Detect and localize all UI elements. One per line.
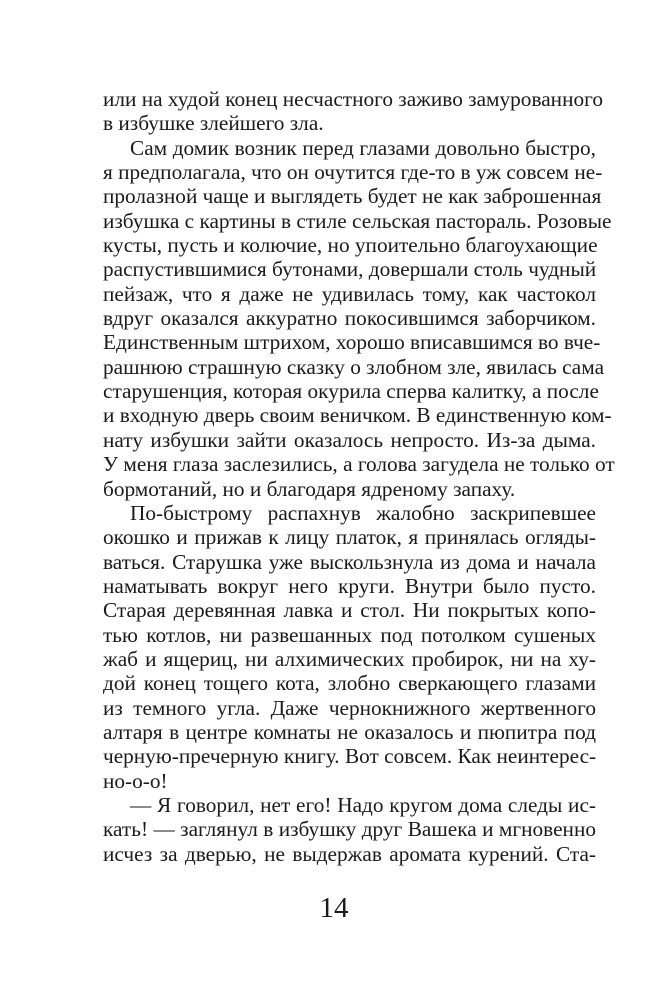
paragraph bbox=[103, 501, 596, 793]
text-line: в избушке злейшего зла. bbox=[103, 111, 324, 136]
text-line: бормотаний, но и благодаря ядреному запаху. bbox=[103, 476, 516, 501]
text-line: дой конец тощего кота, злобно сверкающего глазами bbox=[103, 671, 596, 696]
text-line: Единственным штрихом, хорошо вписавшимся во вче- bbox=[103, 330, 601, 355]
page-text bbox=[103, 87, 615, 866]
text-line: окошко и прижав к лицу платок, я принялась огляды- bbox=[103, 525, 596, 550]
text-line: наматывать вокруг него круги. Внутри было пусто. bbox=[103, 573, 596, 598]
page-number: 14 bbox=[319, 892, 349, 924]
text-line: Старая деревянная лавка и стол. Ни покрытых копо- bbox=[103, 598, 596, 623]
text-line: По-быстрому распахнув жалобно заскрипевшее bbox=[130, 500, 596, 525]
text-line: вдруг оказался аккуратно покосившимся заборчиком. bbox=[103, 306, 596, 331]
text-line: кать! — заглянул в избушку друг Вашека и мгновенно bbox=[103, 817, 596, 842]
text-line: — Я говорил, нет его! Надо кругом дома следы ис- bbox=[130, 792, 596, 817]
text-line: рашнюю страшную сказку о злобном зле, явилась сама bbox=[103, 354, 605, 379]
paragraph bbox=[103, 135, 615, 501]
text-line: или на худой конец несчастного заживо замурованного bbox=[103, 87, 603, 111]
text-line: из темного угла. Даже чернокнижного жертвенного bbox=[103, 695, 596, 720]
text-line: но-о-о! bbox=[103, 768, 168, 793]
text-line: пролазной чаще и выглядеть будет не как заброшенная bbox=[103, 184, 602, 209]
text-line: я предполагала, что он очутится где-то в уж совсем не- bbox=[103, 160, 603, 185]
text-line: кусты, пусть и колючие, но упоительно благоухающие bbox=[103, 233, 598, 258]
text-line: пейзаж, что я даже не удивилась тому, как частокол bbox=[103, 281, 596, 306]
text-line: жаб и ящериц, ни алхимических пробирок, ни на ху- bbox=[103, 646, 596, 671]
text-line: избушка с картины в стиле сельская пастораль. Розовые bbox=[103, 208, 612, 233]
paragraph bbox=[103, 87, 603, 136]
text-line: У меня глаза заслезились, а голова загудела не только от bbox=[103, 452, 615, 477]
text-line: старушенция, которая окурила сперва калитку, а после bbox=[103, 379, 599, 404]
paragraph bbox=[103, 793, 596, 866]
text-line: нату избушки зайти оказалось непросто. Из-за дыма. bbox=[103, 427, 596, 452]
text-line: Сам домик возник перед глазами довольно быстро, bbox=[130, 135, 596, 160]
text-line: и входную дверь своим веничком. В единственную ком- bbox=[103, 403, 612, 428]
text-line: ваться. Старушка уже выскользнула из дома и начала bbox=[103, 549, 596, 574]
text-line: тью котлов, ни развешанных под потолком сушеных bbox=[103, 622, 596, 647]
text-line: распустившимися бутонами, довершали столь чудный bbox=[103, 257, 597, 282]
text-line: исчез за дверью, не выдержав аромата курений. Ста- bbox=[103, 841, 596, 866]
text-line: черную-пречерную книгу. Вот совсем. Как неинтерес- bbox=[103, 744, 597, 769]
text-line: алтаря в центре комнаты не оказалось и пюпитра под bbox=[103, 719, 596, 744]
